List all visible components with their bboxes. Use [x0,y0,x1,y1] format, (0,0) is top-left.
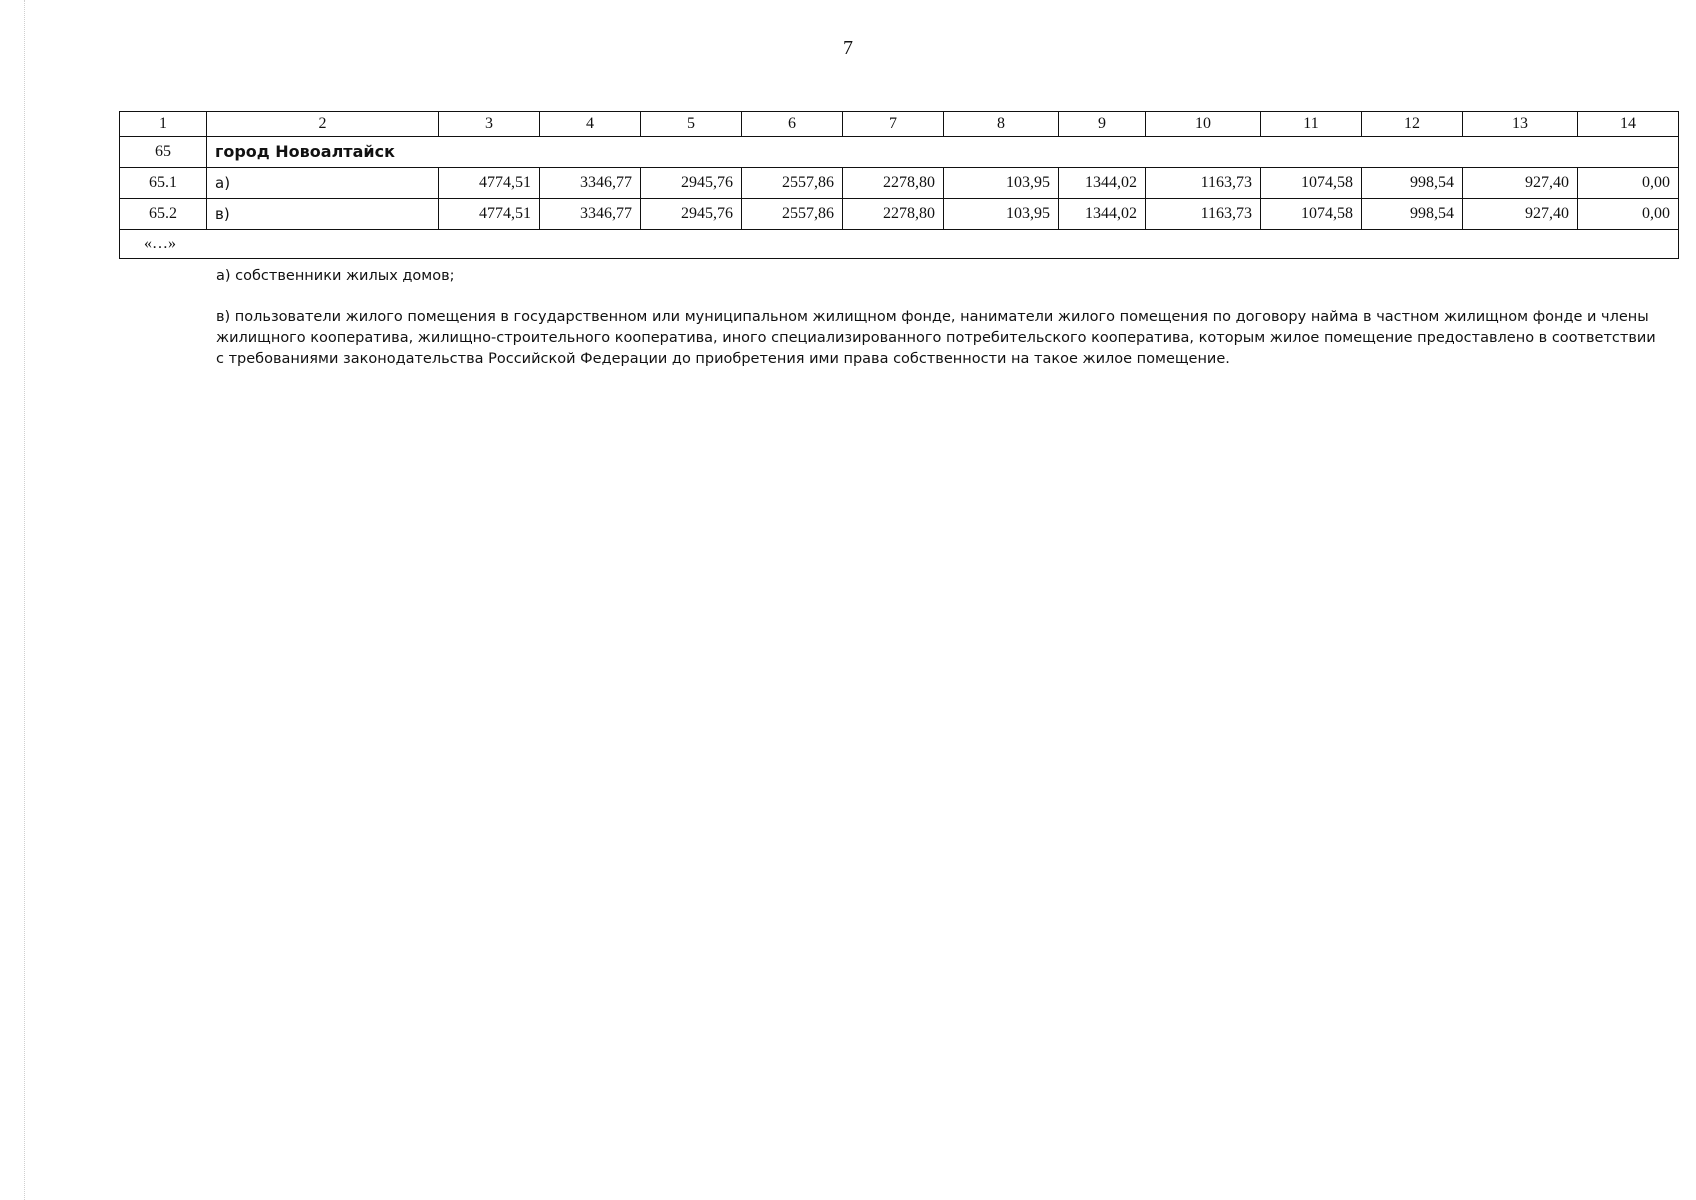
table-cell: 4774,51 [439,168,540,199]
table-cell: 3346,77 [540,199,641,230]
table-cell: 2278,80 [843,168,944,199]
table-cell: 0,00 [1578,199,1679,230]
table-header-row [120,112,1679,137]
column-header: 7 [843,112,944,137]
table-cell: 103,95 [944,168,1059,199]
table-cell: 2557,86 [742,168,843,199]
table-cell: 2945,76 [641,168,742,199]
table-cell: 4774,51 [439,199,540,230]
page-number: 7 [843,37,853,59]
table-row [120,168,1679,199]
column-header: 3 [439,112,540,137]
table-cell: 2557,86 [742,199,843,230]
row-index: 65 [120,137,207,168]
column-header: 1 [120,112,207,137]
table-cell: 2278,80 [843,199,944,230]
column-header: 4 [540,112,641,137]
table-cell: 2945,76 [641,199,742,230]
city-name: город Новоалтайск [207,137,1679,168]
column-header: 8 [944,112,1059,137]
ellipsis-mark: «…» [120,230,1679,259]
row-category: а) [207,168,439,199]
column-header: 9 [1059,112,1146,137]
table-cell: 1074,58 [1261,199,1362,230]
column-header: 11 [1261,112,1362,137]
table-cell: 927,40 [1463,199,1578,230]
footnotes [216,266,1656,370]
table-cell: 1163,73 [1146,199,1261,230]
footnote-a: а) собственники жилых домов; [216,268,455,284]
table-cell: 103,95 [944,199,1059,230]
table-cell: 1344,02 [1059,168,1146,199]
footnote-v: в) пользователи жилого помещения в государственном или муниципальном жилищном фонде, наниматели жилого помещения по договору найма в частном жилищном фонде и члены жилищного кооператива, жилищно-строительного кооператива, иного специализированного потребительского кооператива, которым жилое помещение предоставлено в соответствии с требованиями законодательства Российской Федерации до приобретения ими права собственности на такое жилое помещение. [216,309,1656,367]
row-category: в) [207,199,439,230]
table-cell: 998,54 [1362,168,1463,199]
scan-edge-line [24,0,25,1200]
column-header: 5 [641,112,742,137]
column-header: 14 [1578,112,1679,137]
table-cell: 3346,77 [540,168,641,199]
table-cell: 0,00 [1578,168,1679,199]
column-header: 10 [1146,112,1261,137]
column-header: 13 [1463,112,1578,137]
ellipsis-row [120,230,1679,259]
table-cell: 927,40 [1463,168,1578,199]
row-index: 65.1 [120,168,207,199]
table-row [120,199,1679,230]
column-header: 6 [742,112,843,137]
table-cell: 1074,58 [1261,168,1362,199]
table-cell: 1163,73 [1146,168,1261,199]
tariff-table [119,111,1679,259]
column-header: 2 [207,112,439,137]
row-index: 65.2 [120,199,207,230]
column-header: 12 [1362,112,1463,137]
city-row [120,137,1679,168]
table-cell: 1344,02 [1059,199,1146,230]
table-cell: 998,54 [1362,199,1463,230]
